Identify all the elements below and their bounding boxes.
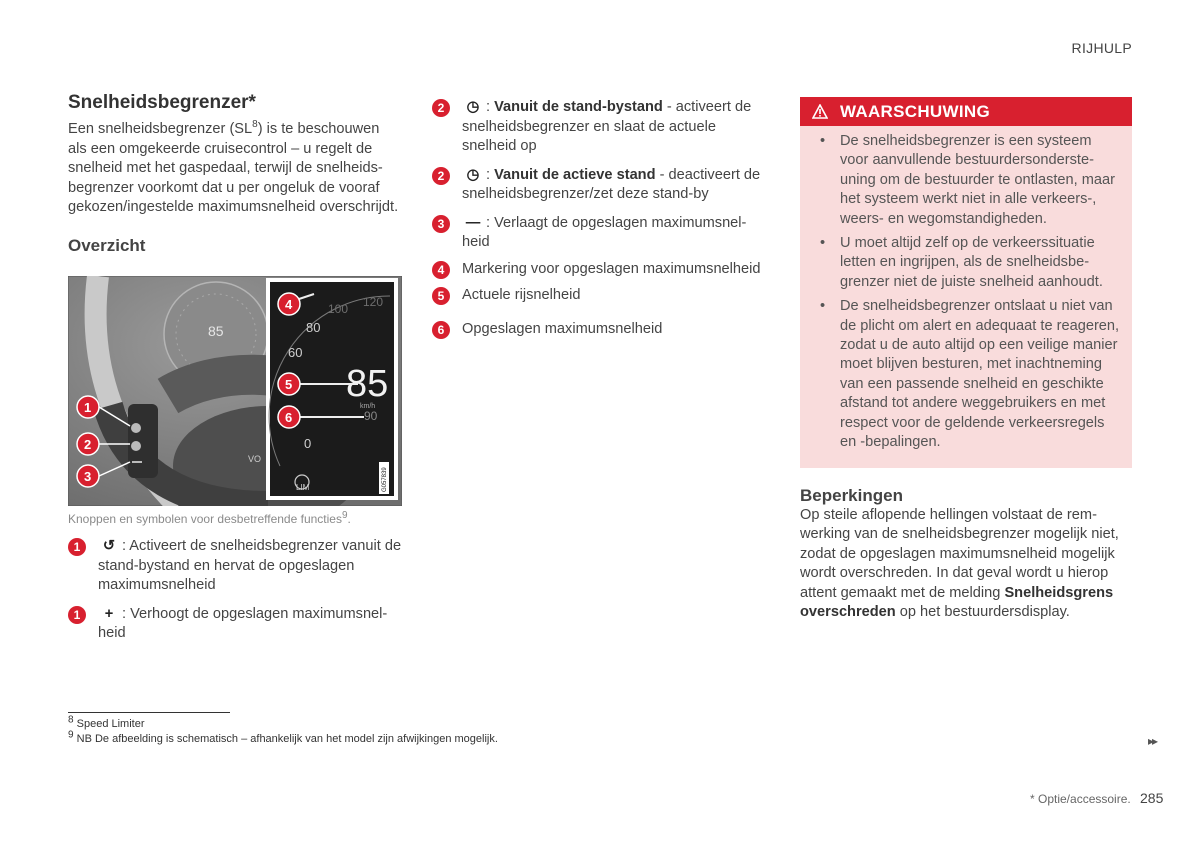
svg-text:3: 3 bbox=[84, 469, 92, 484]
section-header: RIJHULP bbox=[1071, 40, 1132, 56]
large-speed-readout: 85 bbox=[346, 363, 389, 405]
list-item: 4 Markering voor opgeslagen maximumsnelheid bbox=[432, 260, 762, 280]
number-badge: 6 bbox=[432, 321, 450, 339]
callout-4 bbox=[278, 293, 300, 315]
plus-icon: + bbox=[104, 605, 114, 622]
warning-item: • De snelheidsbegrenzer ontslaat u niet van de plicht om alert en adequaat te reageren, zodat u de auto altijd op een veilige manier moet blijven besturen, met inachtneming van een passende snelheid en geschikte afstand tot andere weggebruikers en met respect voor de geldende verkeersregels en -bepalingen. bbox=[812, 297, 1120, 452]
overview-heading: Overzicht bbox=[68, 235, 146, 255]
image-code: G057839 bbox=[382, 467, 388, 492]
right-column bbox=[800, 97, 1132, 623]
footnote-divider bbox=[68, 712, 230, 713]
list-item: 5 Actuele rijsnelheid bbox=[432, 286, 762, 306]
number-badge: 2 bbox=[432, 99, 450, 117]
limits-paragraph: Op steile aflopende hellingen volstaat de remwerking van de snelheidsbegrenzer mogelijk niet, zodat de opgeslagen maximumsnelheid mogelijk wordt overschreden. In dat geval wordt u hierop attent gemaakt met de melding Snelheidsgrens overschreden op het bestuurdersdisplay. bbox=[800, 506, 1119, 620]
speedometer-icon: ◷ bbox=[466, 99, 480, 115]
continue-arrows-icon[interactable]: ▸▸ bbox=[1148, 734, 1157, 748]
number-badge: 1 bbox=[68, 538, 86, 556]
dial-label-120: 120 bbox=[363, 295, 384, 309]
left-column bbox=[68, 92, 400, 256]
footnote-ref-8[interactable]: 8 bbox=[252, 119, 258, 131]
number-badge: 4 bbox=[432, 261, 450, 279]
steering-wheel-illustration bbox=[68, 276, 402, 506]
warning-title: WAARSCHUWING bbox=[840, 101, 990, 121]
footnote-8: $^8$ Speed Limiter bbox=[68, 714, 145, 730]
speedometer-icon: ◷ bbox=[466, 166, 480, 183]
list-item: 1 ↺ : Activeert de snelheidsbegrenzer vanuit de stand-bystand en hervat de opgeslagen maximumsnelheid bbox=[68, 537, 402, 596]
left-lower bbox=[68, 512, 402, 644]
option-note: * Optie/accessoire. bbox=[1030, 792, 1131, 806]
callout-6 bbox=[278, 406, 300, 428]
dial-label-60: 60 bbox=[288, 345, 303, 360]
small-speed-readout: 85 bbox=[208, 323, 224, 339]
number-badge: 1 bbox=[68, 606, 86, 624]
svg-text:6: 6 bbox=[285, 410, 293, 425]
warning-item: • U moet altijd zelf op de verkeerssituatie letten en ingrijpen, als de snelheidsbegrenzer niet de juiste snelheid aanhoudt. bbox=[812, 234, 1120, 292]
resume-icon: ↺ bbox=[102, 538, 116, 554]
list-item: 2 ◷ : Vanuit de actieve stand - deactiveert de snelheidsbegrenzer/zet deze stand-by bbox=[432, 166, 762, 205]
number-badge: 2 bbox=[432, 167, 450, 185]
speed-unit: km/h bbox=[360, 403, 376, 410]
limits-heading: Beperkingen bbox=[800, 485, 903, 505]
svg-text:5: 5 bbox=[285, 377, 293, 392]
svg-text:1: 1 bbox=[84, 400, 92, 415]
list-item: 6 Opgeslagen maximumsnelheid bbox=[432, 320, 762, 340]
intro-paragraph: Een snelheidsbegrenzer $(SL^8)$ is te beschouwen als een omgekeerde cruisecontrol – u regelt de snelheid met het gaspedaal, terwijl de snelheidsbegrenzer voorkomt dat u per ongeluk de vooraf gekozen/ingestelde maximumsnelheid overschrijdt. bbox=[68, 119, 399, 215]
list-item: 1 + : Verhoogt de opgeslagen maximumsnelheid bbox=[68, 605, 402, 644]
number-badge: 3 bbox=[432, 215, 450, 233]
lim-indicator: LIM bbox=[296, 483, 310, 492]
page-number: 285 bbox=[1140, 790, 1164, 806]
dial-label-100: 100 bbox=[328, 302, 349, 316]
minus-icon: — bbox=[465, 214, 481, 231]
dashboard-diagram bbox=[68, 276, 402, 506]
dial-label-80: 80 bbox=[306, 320, 321, 335]
middle-column bbox=[432, 98, 762, 339]
svg-text:2: 2 bbox=[84, 437, 92, 452]
warning-triangle-icon bbox=[812, 104, 828, 119]
number-badge: 5 bbox=[432, 287, 450, 305]
svg-text:4: 4 bbox=[285, 297, 293, 312]
list-item: 2 ◷ : Vanuit de stand-bystand - activeert de snelheidsbegrenzer en slaat de actuele snelheid op bbox=[432, 98, 762, 157]
image-caption: Knoppen en symbolen voor desbetreffende functies$^9$. bbox=[68, 510, 351, 526]
footnote-9: $^9$ NB De afbeelding is schematisch – afhankelijk van het model zijn afwijkingen mogelijk. bbox=[68, 729, 498, 745]
callout-5 bbox=[278, 373, 300, 395]
svg-text:VO: VO bbox=[248, 454, 262, 464]
dial-label-90: 90 bbox=[364, 409, 378, 423]
warning-item: • De snelheidsbegrenzer is een systeem voor aanvullende bestuurdersondersteuning om de bestuurder te ontlasten, maar het systeem werkt niet in alle verkeers-, weers- en wegomstandigheden. bbox=[812, 132, 1120, 229]
page-title: Snelheidsbegrenzer* bbox=[68, 92, 256, 113]
footnote-ref-9[interactable]: 9 bbox=[341, 510, 348, 521]
list-item: 3 — : Verlaagt de opgeslagen maximumsnelheid bbox=[432, 214, 762, 253]
warning-header bbox=[800, 97, 1132, 126]
warning-body bbox=[800, 126, 1132, 468]
dial-label-0: 0 bbox=[304, 436, 312, 451]
